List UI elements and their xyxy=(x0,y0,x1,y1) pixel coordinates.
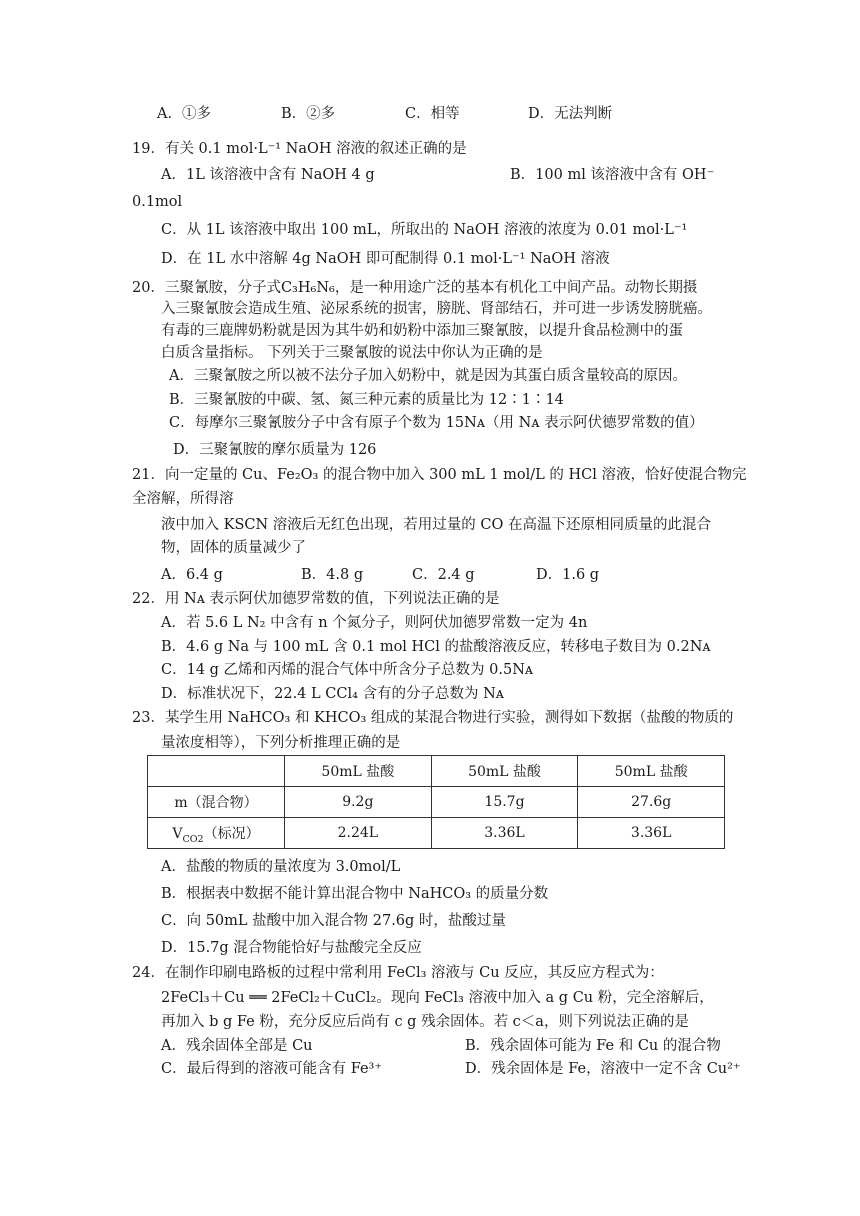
table-cell: 2.24L xyxy=(285,818,432,849)
q19-option-b: B．100 ml 该溶液中含有 OH⁻ xyxy=(510,167,715,183)
q18-option-b: B．②多 xyxy=(281,106,336,122)
q23-option-c: C．向 50mL 盐酸中加入混合物 27.6g 时，盐酸过量 xyxy=(161,913,506,929)
q20-option-d: D．三聚氰胺的摩尔质量为 126 xyxy=(173,442,377,458)
q24-option-c: C．最后得到的溶液可能含有 Fe³⁺ xyxy=(161,1061,383,1077)
q22-option-c: C．14 g 乙烯和丙烯的混合气体中所含分子总数为 0.5Nᴀ xyxy=(161,662,534,678)
q20-option-a: A．三聚氰胺之所以被不法分子加入奶粉中，就是因为其蛋白质含量较高的原因。 xyxy=(169,368,687,384)
q24-stem-line3: 再加入 b g Fe 粉，充分反应后尚有 c g 残余固体。若 c＜a，则下列说法正确的是 xyxy=(161,1014,689,1030)
table-row xyxy=(148,756,725,787)
table-cell: 27.6g xyxy=(578,787,725,818)
q18-option-a: A．①多 xyxy=(157,106,211,122)
q19-option-c: C．从 1L 该溶液中取出 100 mL，所取出的 NaOH 溶液的浓度为 0.01 mol·L⁻¹ xyxy=(161,222,688,238)
q23-option-d: D．15.7g 混合物能恰好与盐酸完全反应 xyxy=(161,940,422,956)
q22-option-d: D．标准状况下，22.4 L CCl₄ 含有的分子总数为 Nᴀ xyxy=(161,686,504,702)
q24-option-d: D．残余固体是 Fe，溶液中一定不含 Cu²⁺ xyxy=(465,1061,741,1077)
q21-option-d: D．1.6 g xyxy=(536,567,600,583)
table-cell: 3.36L xyxy=(578,818,725,849)
q19-option-b-cont: 0.1mol xyxy=(132,194,183,210)
q22-stem: 22．用 Nᴀ 表示阿伏加德罗常数的值，下列说法正确的是 xyxy=(132,591,500,607)
table-cell: 50mL 盐酸 xyxy=(431,756,578,787)
q22-option-a: A．若 5.6 L N₂ 中含有 n 个氮分子，则阿伏加德罗常数一定为 4n xyxy=(161,615,588,631)
q21-stem-line4: 物，固体的质量减少了 xyxy=(161,540,306,556)
table-cell xyxy=(148,756,285,787)
q21-stem-line3: 液中加入 KSCN 溶液后无红色出现，若用过量的 CO 在高温下还原相同质量的此混合 xyxy=(161,517,711,533)
q23-option-a: A．盐酸的物质的量浓度为 3.0mol/L xyxy=(161,859,401,875)
table-cell: $V_{CO2}$（标况） xyxy=(148,818,285,849)
q20-stem-line2: 入三聚氰胺会造成生殖、泌尿系统的损害，膀胱、肾部结石，并可进一步诱发膀胱癌。 xyxy=(161,301,712,317)
table-cell: m（混合物） xyxy=(148,787,285,818)
q21-stem-line2: 全溶解，所得溶 xyxy=(132,491,234,507)
q19-option-d: D．在 1L 水中溶解 4g NaOH 即可配制得 0.1 mol·L⁻¹ NaOH 溶液 xyxy=(161,251,610,267)
q24-option-b: B．残余固体可能为 Fe 和 Cu 的混合物 xyxy=(465,1038,721,1054)
q24-stem-line2: 2FeCl₃＋Cu ══ 2FeCl₂＋CuCl₂。现向 FeCl₃ 溶液中加入 a g Cu 粉，完全溶解后， xyxy=(161,990,714,1006)
q20-stem-line3: 有毒的三鹿牌奶粉就是因为其牛奶和奶粉中添加三聚氰胺，以提升食品检测中的蛋 xyxy=(161,323,683,339)
q20-option-b: B．三聚氰胺的中碳、氢、氮三种元素的质量比为 12∶1∶14 xyxy=(169,392,564,408)
q23-option-b: B．根据表中数据不能计算出混合物中 NaHCO₃ 的质量分数 xyxy=(161,886,549,902)
table-cell: 9.2g xyxy=(285,787,432,818)
table-cell: 15.7g xyxy=(431,787,578,818)
q20-stem-line4: 白质含量指标。 下列关于三聚氰胺的说法中你认为正确的是 xyxy=(161,345,543,361)
q20-stem-line1: 20．三聚氰胺，分子式C₃H₆N₆，是一种用途广泛的基本有机化工中间产品。动物长期摄 xyxy=(132,280,698,296)
q18-option-d: D．无法判断 xyxy=(528,106,613,122)
q20-option-c: C．每摩尔三聚氰胺分子中含有原子个数为 15Nᴀ（用 Nᴀ 表示阿伏德罗常数的值） xyxy=(169,415,704,431)
q24-option-a: A．残余固体全部是 Cu xyxy=(161,1038,313,1054)
q18-option-c: C．相等 xyxy=(405,106,460,122)
q23-stem-line2: 量浓度相等），下列分析推理正确的是 xyxy=(161,735,401,751)
q23-stem-line1: 23．某学生用 NaHCO₃ 和 KHCO₃ 组成的某混合物进行实验，测得如下数据（盐酸的物质的 xyxy=(132,710,734,726)
q21-option-a: A．6.4 g xyxy=(161,567,223,583)
q19-stem: 19．有关 0.1 mol·L⁻¹ NaOH 溶液的叙述正确的是 xyxy=(132,141,467,157)
q22-option-b: B．4.6 g Na 与 100 mL 含 0.1 mol HCl 的盐酸溶液反应，转移电子数目为 0.2Nᴀ xyxy=(161,639,711,655)
q21-option-b: B．4.8 g xyxy=(301,567,364,583)
table-row xyxy=(148,818,725,849)
q23-data-table xyxy=(147,755,725,849)
q21-option-c: C．2.4 g xyxy=(412,567,475,583)
table-row xyxy=(148,787,725,818)
table-cell: 3.36L xyxy=(431,818,578,849)
q24-stem-line1: 24．在制作印刷电路板的过程中常利用 FeCl₃ 溶液与 Cu 反应，其反应方程式为： xyxy=(132,965,664,981)
q21-stem-line1: 21．向一定量的 Cu、Fe₂O₃ 的混合物中加入 300 mL 1 mol/L 的 HCl 溶液，恰好使混合物完 xyxy=(132,467,747,483)
q19-option-a: A．1L 该溶液中含有 NaOH 4 g xyxy=(161,167,375,183)
table-cell: 50mL 盐酸 xyxy=(285,756,432,787)
table-cell: 50mL 盐酸 xyxy=(578,756,725,787)
